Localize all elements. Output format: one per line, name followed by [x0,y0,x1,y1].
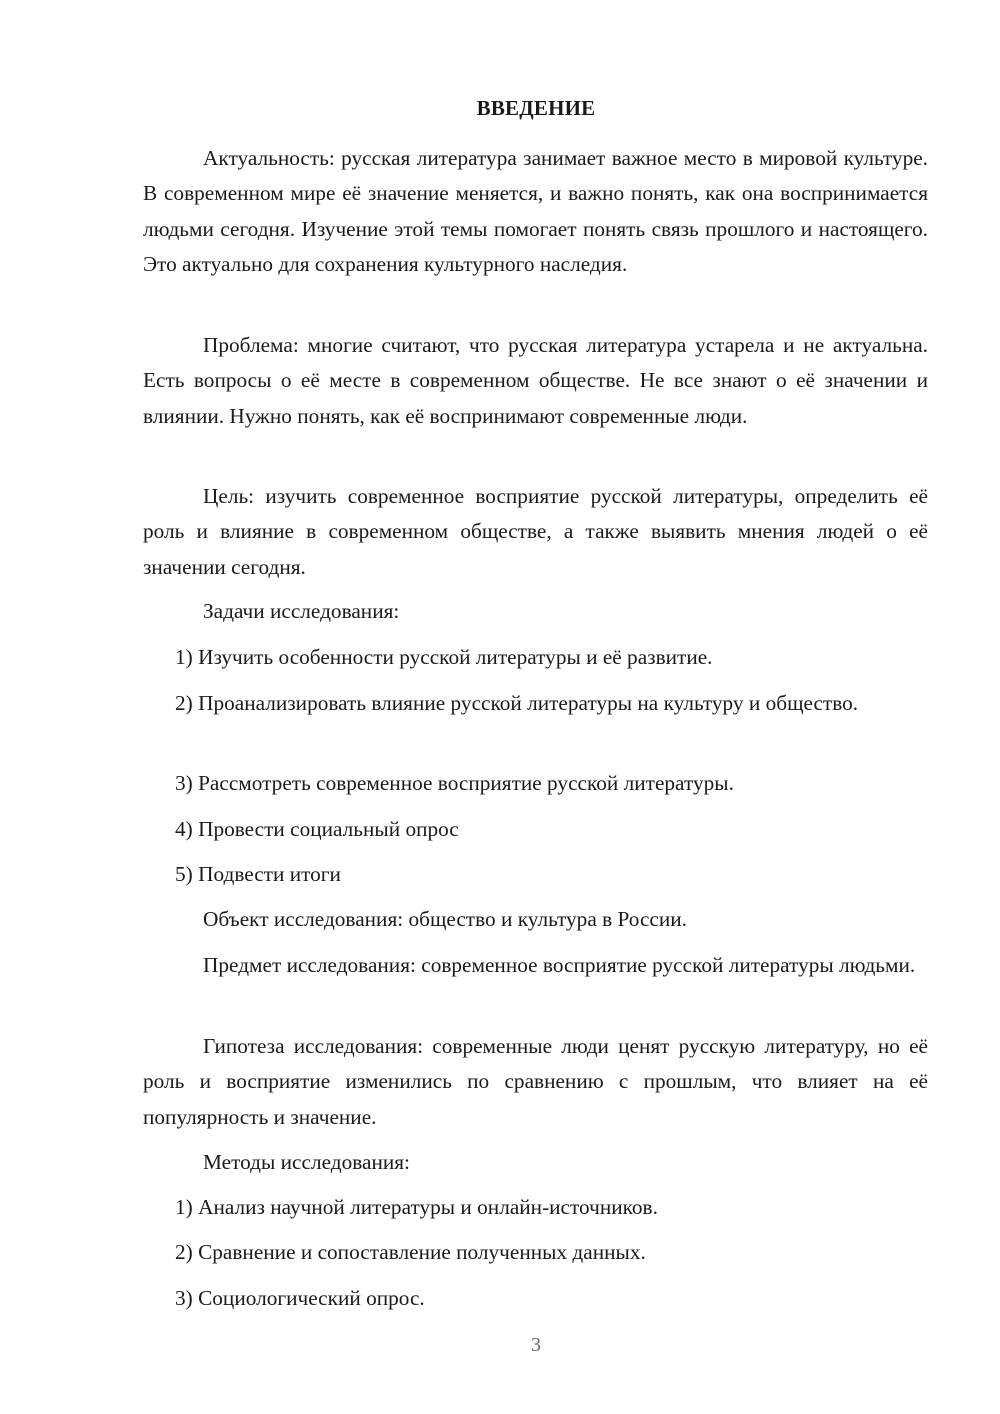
task-item: 1) Изучить особенности русской литературы и её развитие. [175,645,713,669]
task-item: 2) Проанализировать влияние русской литературы на культуру и общество. [175,691,859,715]
method-item: 3) Социологический опрос. [175,1286,425,1310]
section-title: ВВЕДЕНИЕ [476,96,596,120]
method-item: 2) Сравнение и сопоставление полученных данных. [175,1240,646,1264]
tasks-heading: Задачи исследования: [203,599,400,623]
problem-paragraph: Проблема: многие считают, что русская литература устарела и не актуальна. Есть вопросы о её месте в современном обществе. Не все знают о её значении и влиянии. Нужно понять, как её воспринимают современные люди. [143,333,928,428]
methods-heading: Методы исследования: [203,1150,410,1174]
hypothesis-paragraph: Гипотеза исследования: современные люди ценят русскую литературу, но её роль и восприятие изменились по сравнению с прошлым, что влияет на её популярность и значение. [143,1034,928,1129]
relevance-paragraph: Актуальность: русская литература занимает важное место в мировой культуре. В современном мире её значение меняется, и важно понять, как она воспринимается людьми сегодня. Изучение этой темы помогает понять связь прошлого и настоящего. Это актуально для сохранения культурного наследия. [143,146,928,276]
page-number: 3 [531,1334,541,1356]
task-item: 3) Рассмотреть современное восприятие русской литературы. [175,771,734,795]
method-item: 1) Анализ научной литературы и онлайн-источников. [175,1195,658,1219]
task-item: 4) Провести социальный опрос [175,817,459,841]
object-paragraph: Объект исследования: общество и культура в России. [203,907,688,931]
subject-paragraph: Предмет исследования: современное восприятие русской литературы людьми. [203,953,916,977]
task-item: 5) Подвести итоги [175,862,341,886]
goal-paragraph: Цель: изучить современное восприятие русской литературы, определить её роль и влияние в современном обществе, а также выявить мнения людей о её значении сегодня. [143,484,928,579]
